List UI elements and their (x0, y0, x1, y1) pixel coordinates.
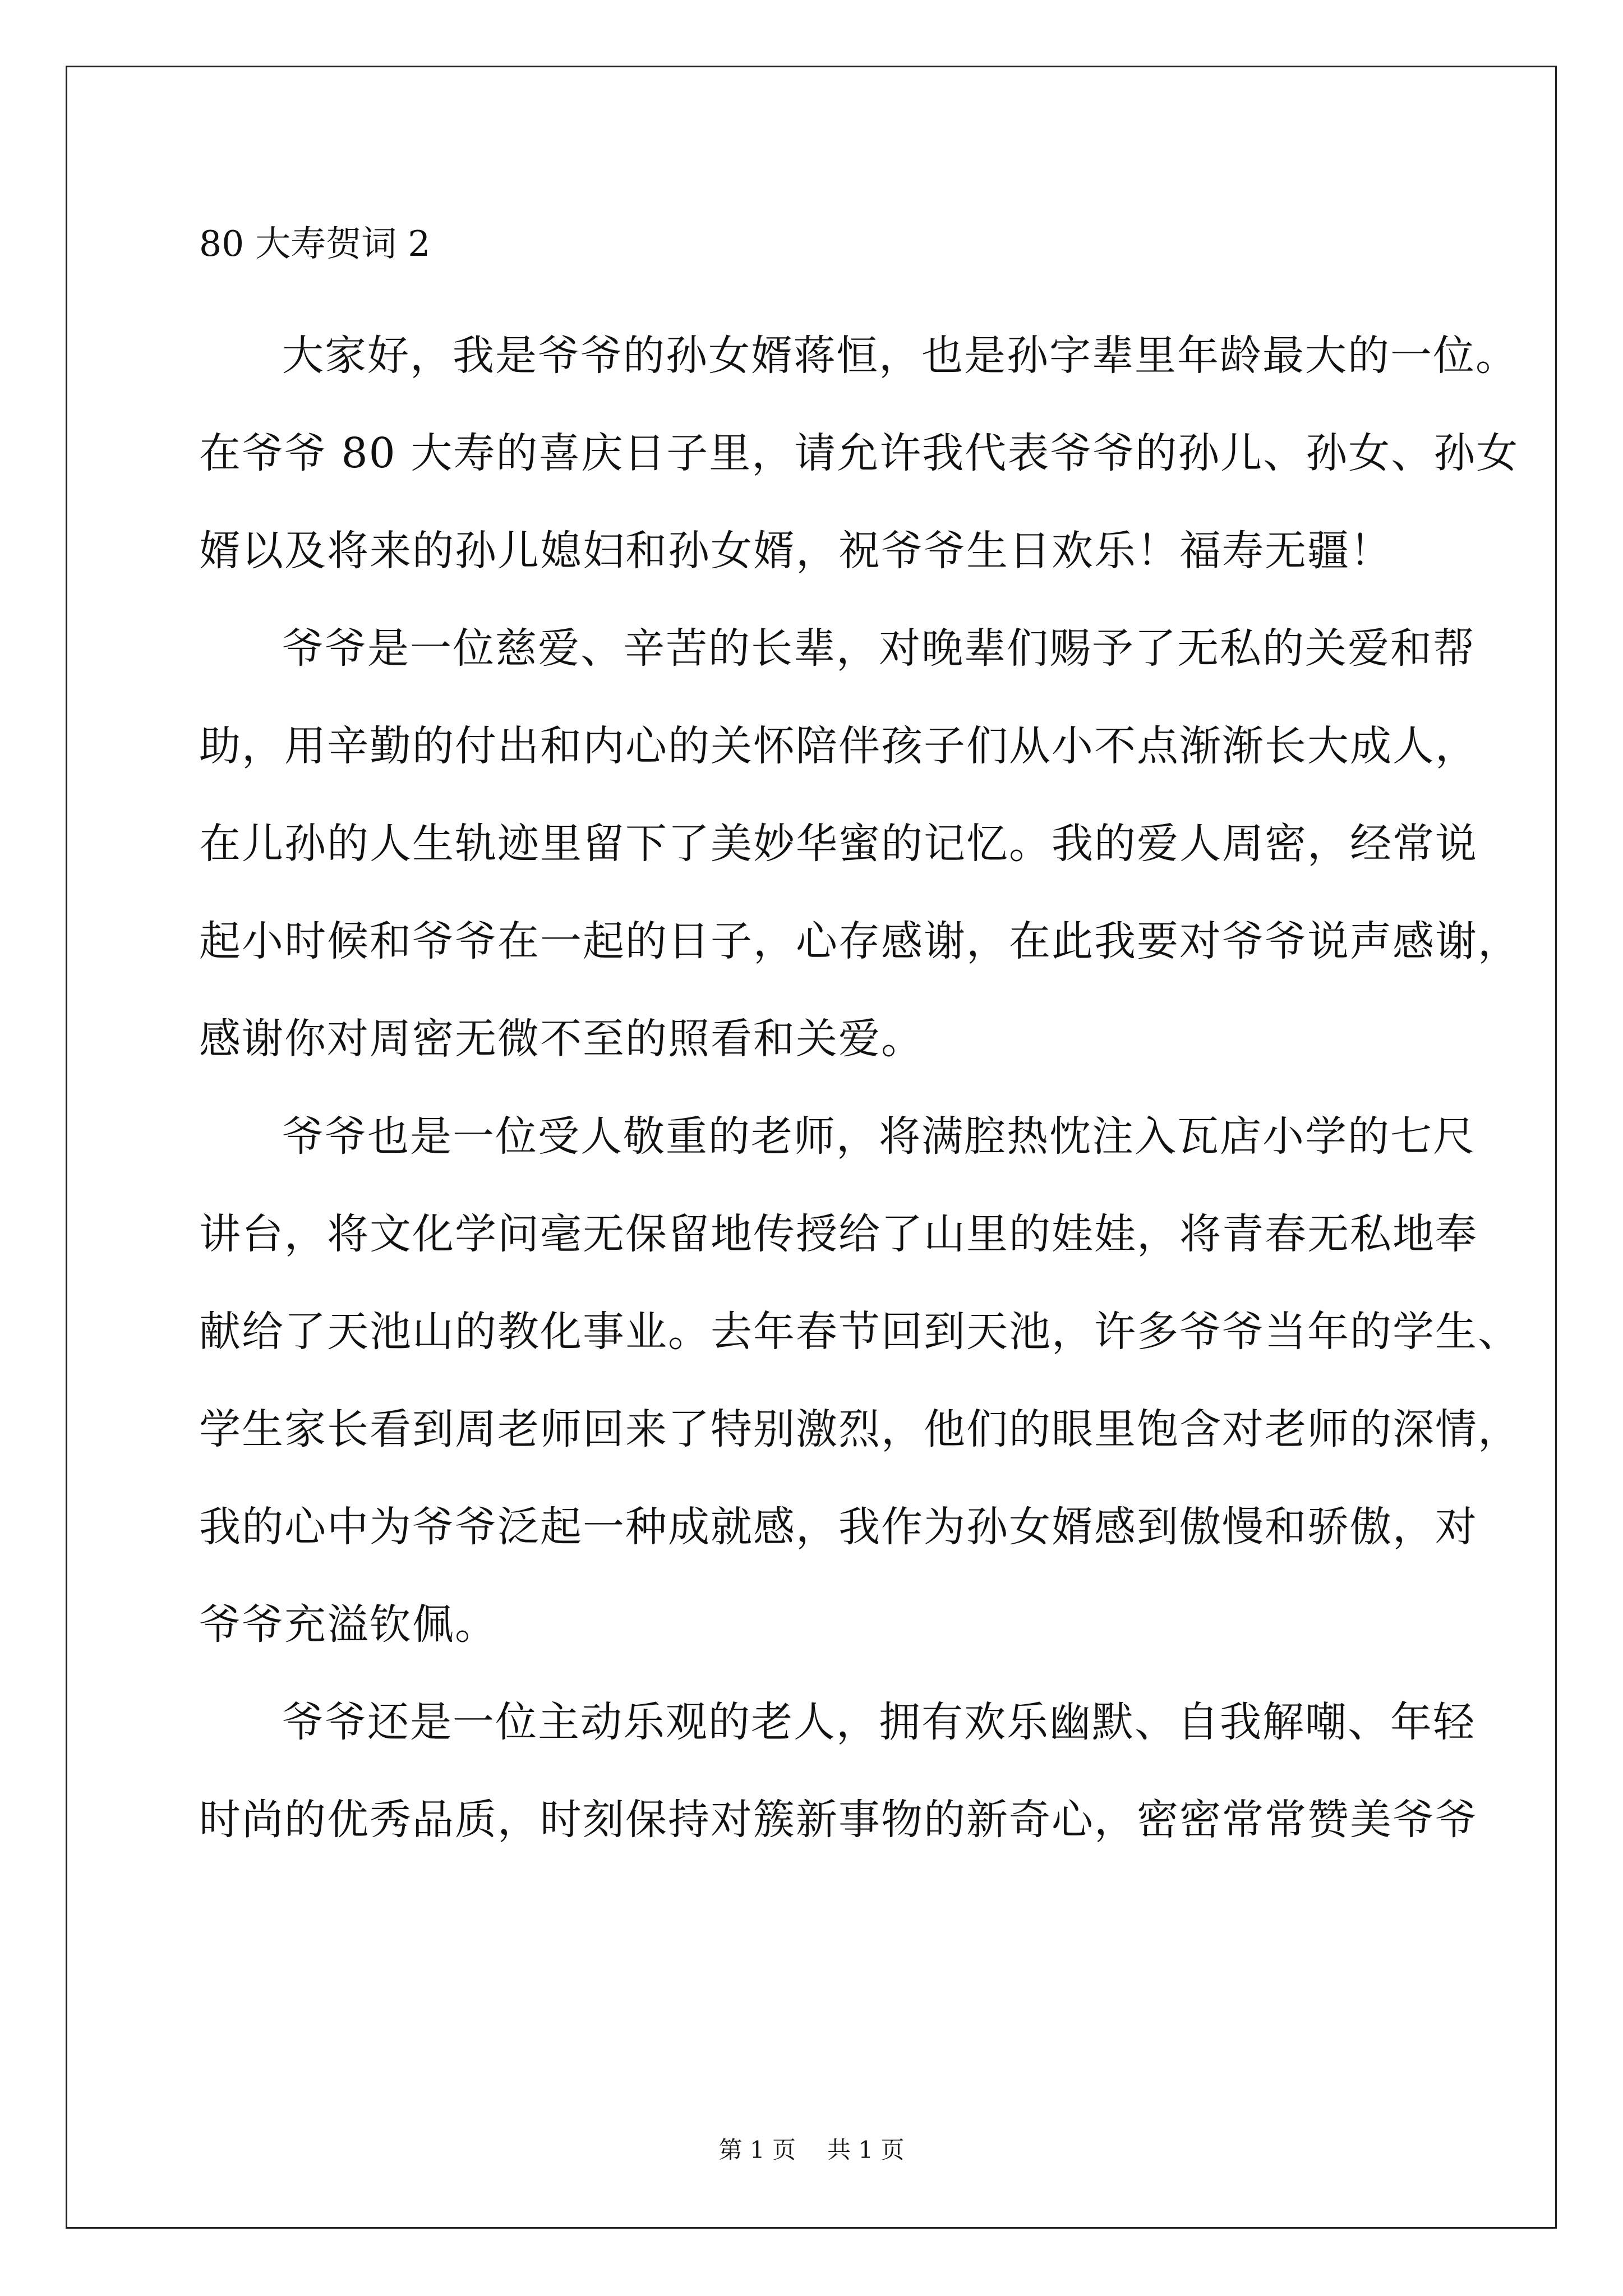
text-line: 爷爷也是一位受人敬重的老师，将满腔热忱注入瓦店小学的七尺 (282, 1112, 1476, 1161)
page-total: 共 1 页 (827, 2136, 905, 2164)
text-line: 起小时候和爷爷在一起的日子，心存感谢，在此我要对爷爷说声感谢， (199, 917, 1520, 965)
text-line: 在爷爷 80 大寿的喜庆日子里，请允许我代表爷爷的孙儿、孙女、孙女 (199, 429, 1519, 477)
document-title: 80 大寿贺词 2 (199, 223, 431, 264)
text-line: 助，用辛勤的付出和内心的关怀陪伴孩子们从小不点渐渐长大成人， (199, 722, 1478, 770)
text-line: 时尚的优秀品质，时刻保持对簇新事物的新奇心，密密常常赞美爷爷 (199, 1796, 1478, 1844)
text-line: 献给了天池山的教化事业。去年春节回到天池，许多爷爷当年的学生、 (199, 1308, 1520, 1356)
text-line: 爷爷充溢钦佩。 (199, 1600, 497, 1649)
text-line: 我的心中为爷爷泛起一种成就感，我作为孙女婿感到傲慢和骄傲，对 (199, 1503, 1478, 1551)
text-line: 感谢你对周密无微不至的照看和关爱。 (199, 1015, 924, 1063)
text-line: 爷爷还是一位主动乐观的老人，拥有欢乐幽默、自我解嘲、年轻 (282, 1698, 1476, 1746)
text-line: 在儿孙的人生轨迹里留下了美妙华蜜的记忆。我的爱人周密，经常说 (199, 820, 1478, 868)
page-footer (0, 2136, 1623, 2164)
text-line: 爷爷是一位慈爱、辛苦的长辈，对晚辈们赐予了无私的关爱和帮 (282, 624, 1476, 673)
page-number: 第 1 页 (718, 2136, 796, 2164)
text-line: 讲台，将文化学问毫无保留地传授给了山里的娃娃，将青春无私地奉 (199, 1210, 1478, 1258)
text-line: 学生家长看到周老师回来了特别激烈，他们的眼里饱含对老师的深情， (199, 1405, 1520, 1453)
document-body (199, 222, 1520, 1869)
text-line: 婿以及将来的孙儿媳妇和孙女婿，祝爷爷生日欢乐！福寿无疆！ (199, 527, 1393, 575)
text-line: 大家好，我是爷爷的孙女婿蒋恒，也是孙字辈里年龄最大的一位。 (282, 332, 1518, 380)
document-text (199, 307, 1520, 1869)
